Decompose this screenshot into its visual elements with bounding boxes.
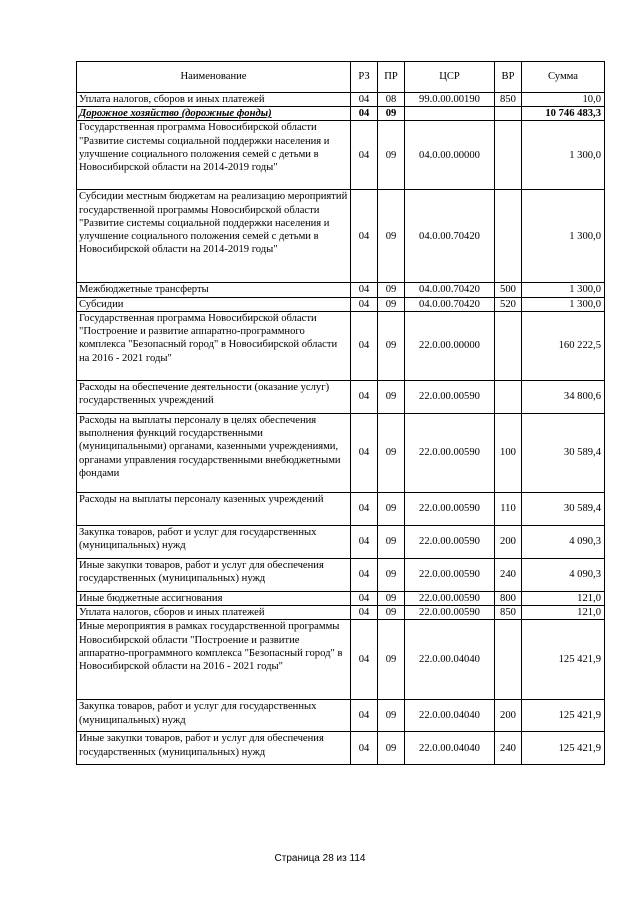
cell-name: Иные мероприятия в рамках государственной программы Новосибирской области "Построение и развитие аппаратно-программного комплекса "Безопасный город" в Новосибирской области на 2016 - 2021 годы" <box>77 620 351 700</box>
cell-csr: 22.0.00.00590 <box>405 606 495 620</box>
cell-rz: 04 <box>351 311 378 380</box>
cell-name: Уплата налогов, сборов и иных платежей <box>77 606 351 620</box>
cell-pr: 09 <box>378 297 405 311</box>
cell-rz: 04 <box>351 380 378 413</box>
cell-vr <box>495 121 522 190</box>
cell-pr: 09 <box>378 283 405 297</box>
cell-rz: 04 <box>351 591 378 605</box>
cell-vr <box>495 380 522 413</box>
cell-name: Иные бюджетные ассигнования <box>77 591 351 605</box>
cell-name: Расходы на обеспечение деятельности (оказание услуг) государственных учреждений <box>77 380 351 413</box>
cell-rz: 04 <box>351 190 378 283</box>
cell-sum: 125 421,9 <box>522 732 605 765</box>
cell-vr: 500 <box>495 283 522 297</box>
table-row <box>77 190 605 283</box>
cell-vr <box>495 190 522 283</box>
cell-vr: 200 <box>495 700 522 732</box>
cell-name: Уплата налогов, сборов и иных платежей <box>77 93 351 107</box>
cell-vr: 850 <box>495 93 522 107</box>
cell-sum: 10 746 483,3 <box>522 107 605 121</box>
cell-pr: 09 <box>378 380 405 413</box>
cell-name: Субсидии <box>77 297 351 311</box>
cell-rz: 04 <box>351 620 378 700</box>
cell-csr: 22.0.00.04040 <box>405 700 495 732</box>
cell-name: Государственная программа Новосибирской области "Развитие системы социальной поддержки населения и улучшение социального положения семей с детьми в Новосибирской области на 2014-2019 годы" <box>77 121 351 190</box>
cell-sum: 121,0 <box>522 606 605 620</box>
header-csr: ЦСР <box>405 62 495 93</box>
table-row <box>77 380 605 413</box>
cell-csr: 22.0.00.00590 <box>405 525 495 558</box>
header-name: Наименование <box>77 62 351 93</box>
cell-rz: 04 <box>351 107 378 121</box>
cell-rz: 04 <box>351 413 378 492</box>
page-footer: Страница 28 из 114 <box>274 853 366 864</box>
cell-sum: 10,0 <box>522 93 605 107</box>
cell-name: Государственная программа Новосибирской области "Построение и развитие аппаратно-программного комплекса "Безопасный город" в Новосибирской области на 2016 - 2021 годы" <box>77 311 351 380</box>
cell-vr: 100 <box>495 413 522 492</box>
table-row <box>77 297 605 311</box>
cell-csr: 04.0.00.70420 <box>405 283 495 297</box>
cell-csr: 22.0.00.00000 <box>405 311 495 380</box>
table-row <box>77 606 605 620</box>
cell-sum: 1 300,0 <box>522 121 605 190</box>
cell-sum: 4 090,3 <box>522 558 605 591</box>
table-row <box>77 492 605 525</box>
cell-sum: 30 589,4 <box>522 413 605 492</box>
table-row <box>77 525 605 558</box>
header-sum: Сумма <box>522 62 605 93</box>
cell-pr: 09 <box>378 190 405 283</box>
cell-csr: 22.0.00.00590 <box>405 591 495 605</box>
cell-pr: 09 <box>378 413 405 492</box>
cell-pr: 09 <box>378 700 405 732</box>
cell-name: Иные закупки товаров, работ и услуг для обеспечения государственных (муниципальных) нужд <box>77 732 351 765</box>
header-vr: ВР <box>495 62 522 93</box>
table-row <box>77 732 605 765</box>
cell-sum: 125 421,9 <box>522 700 605 732</box>
cell-pr: 09 <box>378 558 405 591</box>
cell-vr <box>495 311 522 380</box>
table-row <box>77 700 605 732</box>
table-row <box>77 311 605 380</box>
cell-csr: 04.0.00.70420 <box>405 297 495 311</box>
cell-sum: 125 421,9 <box>522 620 605 700</box>
cell-name: Субсидии местным бюджетам на реализацию мероприятий государственной программы Новосибирской области "Развитие системы социальной поддержки населения и улучшение социального положения семей с детьми в Новосибирской области на 2014-2019 годы" <box>77 190 351 283</box>
cell-rz: 04 <box>351 558 378 591</box>
table-row <box>77 620 605 700</box>
cell-vr: 110 <box>495 492 522 525</box>
cell-sum: 1 300,0 <box>522 190 605 283</box>
cell-rz: 04 <box>351 93 378 107</box>
cell-vr: 240 <box>495 732 522 765</box>
header-pr: ПР <box>378 62 405 93</box>
cell-rz: 04 <box>351 606 378 620</box>
cell-sum: 34 800,6 <box>522 380 605 413</box>
cell-pr: 08 <box>378 93 405 107</box>
cell-csr: 22.0.00.04040 <box>405 620 495 700</box>
table-row <box>77 93 605 107</box>
budget-table <box>76 61 605 765</box>
cell-csr: 04.0.00.00000 <box>405 121 495 190</box>
cell-csr: 22.0.00.00590 <box>405 492 495 525</box>
cell-name: Межбюджетные трансферты <box>77 283 351 297</box>
cell-csr: 22.0.00.04040 <box>405 732 495 765</box>
cell-sum: 1 300,0 <box>522 283 605 297</box>
cell-name: Расходы на выплаты персоналу в целях обеспечения выполнения функций государственными (муниципальными) органами, казенными учреждениями, органами управления государственными внебюджетными фондами <box>77 413 351 492</box>
cell-pr: 09 <box>378 525 405 558</box>
cell-pr: 09 <box>378 107 405 121</box>
table-row <box>77 591 605 605</box>
cell-rz: 04 <box>351 700 378 732</box>
cell-sum: 4 090,3 <box>522 525 605 558</box>
cell-name: Дорожное хозяйство (дорожные фонды) <box>77 107 351 121</box>
cell-csr: 99.0.00.00190 <box>405 93 495 107</box>
table-row <box>77 121 605 190</box>
cell-vr: 200 <box>495 525 522 558</box>
cell-rz: 04 <box>351 283 378 297</box>
cell-pr: 09 <box>378 492 405 525</box>
cell-sum: 30 589,4 <box>522 492 605 525</box>
cell-pr: 09 <box>378 591 405 605</box>
cell-csr: 22.0.00.00590 <box>405 380 495 413</box>
cell-rz: 04 <box>351 121 378 190</box>
cell-vr <box>495 107 522 121</box>
header-rz: РЗ <box>351 62 378 93</box>
cell-rz: 04 <box>351 492 378 525</box>
cell-sum: 121,0 <box>522 591 605 605</box>
cell-pr: 09 <box>378 311 405 380</box>
cell-pr: 09 <box>378 620 405 700</box>
table-row <box>77 283 605 297</box>
cell-csr <box>405 107 495 121</box>
cell-vr: 520 <box>495 297 522 311</box>
cell-pr: 09 <box>378 606 405 620</box>
table-row <box>77 558 605 591</box>
cell-vr <box>495 620 522 700</box>
table-body <box>77 93 605 765</box>
cell-vr: 800 <box>495 591 522 605</box>
cell-name: Расходы на выплаты персоналу казенных учреждений <box>77 492 351 525</box>
table-row <box>77 107 605 121</box>
cell-rz: 04 <box>351 525 378 558</box>
cell-pr: 09 <box>378 121 405 190</box>
cell-sum: 160 222,5 <box>522 311 605 380</box>
cell-sum: 1 300,0 <box>522 297 605 311</box>
table-row <box>77 413 605 492</box>
cell-csr: 22.0.00.00590 <box>405 413 495 492</box>
cell-vr: 240 <box>495 558 522 591</box>
cell-rz: 04 <box>351 297 378 311</box>
cell-pr: 09 <box>378 732 405 765</box>
table-header-row <box>77 62 605 93</box>
cell-name: Закупка товаров, работ и услуг для государственных (муниципальных) нужд <box>77 700 351 732</box>
cell-name: Иные закупки товаров, работ и услуг для обеспечения государственных (муниципальных) нужд <box>77 558 351 591</box>
cell-csr: 04.0.00.70420 <box>405 190 495 283</box>
cell-csr: 22.0.00.00590 <box>405 558 495 591</box>
cell-name: Закупка товаров, работ и услуг для государственных (муниципальных) нужд <box>77 525 351 558</box>
cell-rz: 04 <box>351 732 378 765</box>
cell-vr: 850 <box>495 606 522 620</box>
